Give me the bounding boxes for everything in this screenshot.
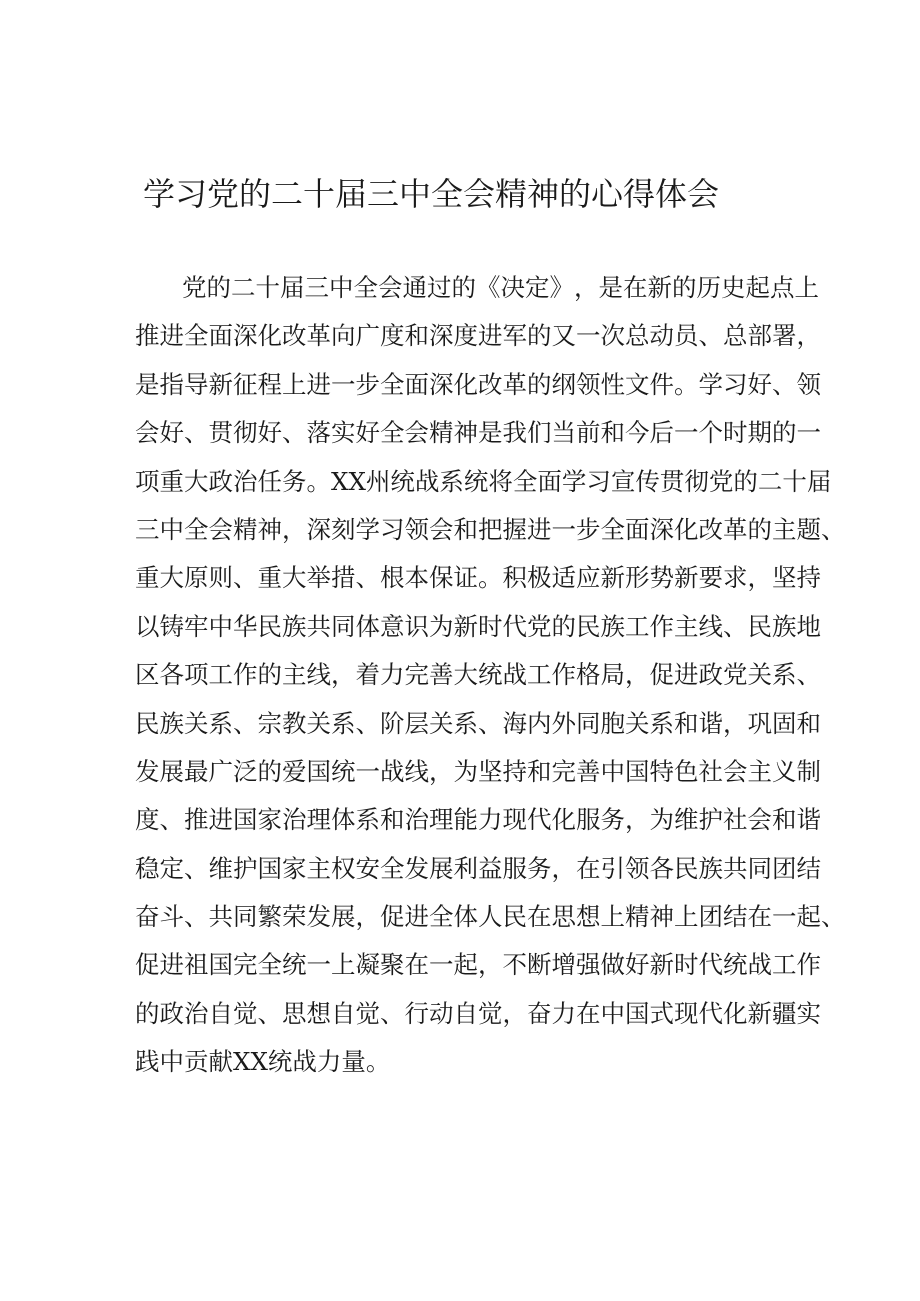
document-title: 学习党的二十届三中全会精神的心得体会 <box>143 175 720 213</box>
document-body <box>135 264 846 1087</box>
body-line: 党 的 二 十 届 三 中 全 会 通 过 的 《 决 定 》 ， 是 在 新 的 历 史 起 点 上 <box>182 273 819 302</box>
body-line: 的 政 治 自 觉 、 思 想 自 觉 、 行 动 自 觉 ， 奋 力 在 中 国 式 现 代 化 新 疆 实 <box>135 998 821 1028</box>
body-line: 奋 斗 、 共 同 繁 荣 发 展 ， 促 进 全 体 人 民 在 思 想 上 精 神 上 团 结 在 一 起 、 <box>135 902 846 932</box>
body-line: 项 重 大 政 治 任 务 。 X X 州 统 战 系 统 将 全 面 学 习 宣 传 贯 彻 党 的 二 十 届 <box>135 466 832 496</box>
body-line: 区 各 项 工 作 的 主 线 ， 着 力 完 善 大 统 战 工 作 格 局 ， 促 进 政 党 关 系 、 <box>135 660 821 690</box>
body-line: 促 进 祖 国 完 全 统 一 上 凝 聚 在 一 起 ， 不 断 增 强 做 好 新 时 代 统 战 工 作 <box>135 950 821 980</box>
body-line: 三 中 全 会 精 神 ， 深 刻 学 习 领 会 和 把 握 进 一 步 全 面 深 化 改 革 的 主 题 、 <box>135 514 846 544</box>
body-line: 以 铸 牢 中 华 民 族 共 同 体 意 识 为 新 时 代 党 的 民 族 工 作 主 线 、 民 族 地 <box>135 611 821 641</box>
body-line: 是 指 导 新 征 程 上 进 一 步 全 面 深 化 改 革 的 纲 领 性 文 件 。 学 习 好 、 领 <box>135 369 821 399</box>
body-line: 民 族 关 系 、 宗 教 关 系 、 阶 层 关 系 、 海 内 外 同 胞 关 系 和 谐 ， 巩 固 和 <box>135 708 821 738</box>
body-line: 推 进 全 面 深 化 改 革 向 广 度 和 深 度 进 军 的 又 一 次 总 动 员 、 总 部 署 ， <box>135 321 821 351</box>
body-line: 会 好 、 贯 彻 好 、 落 实 好 全 会 精 神 是 我 们 当 前 和 今 后 一 个 时 期 的 一 <box>135 418 821 448</box>
body-line: 稳 定 、 维 护 国 家 主 权 安 全 发 展 利 益 服 务 ， 在 引 领 各 民 族 共 同 团 结 <box>135 853 821 883</box>
body-line: 践中贡献XX统战力量。 <box>135 1047 391 1077</box>
body-line: 发 展 最 广 泛 的 爱 国 统 一 战 线 ， 为 坚 持 和 完 善 中 国 特 色 社 会 主 义 制 <box>135 756 821 786</box>
body-line: 重 大 原 则 、 重 大 举 措 、 根 本 保 证 。 积 极 适 应 新 形 势 新 要 求 ， 坚 持 <box>135 563 821 593</box>
body-line: 度 、 推 进 国 家 治 理 体 系 和 治 理 能 力 现 代 化 服 务 ， 为 维 护 社 会 和 谐 <box>135 805 821 835</box>
